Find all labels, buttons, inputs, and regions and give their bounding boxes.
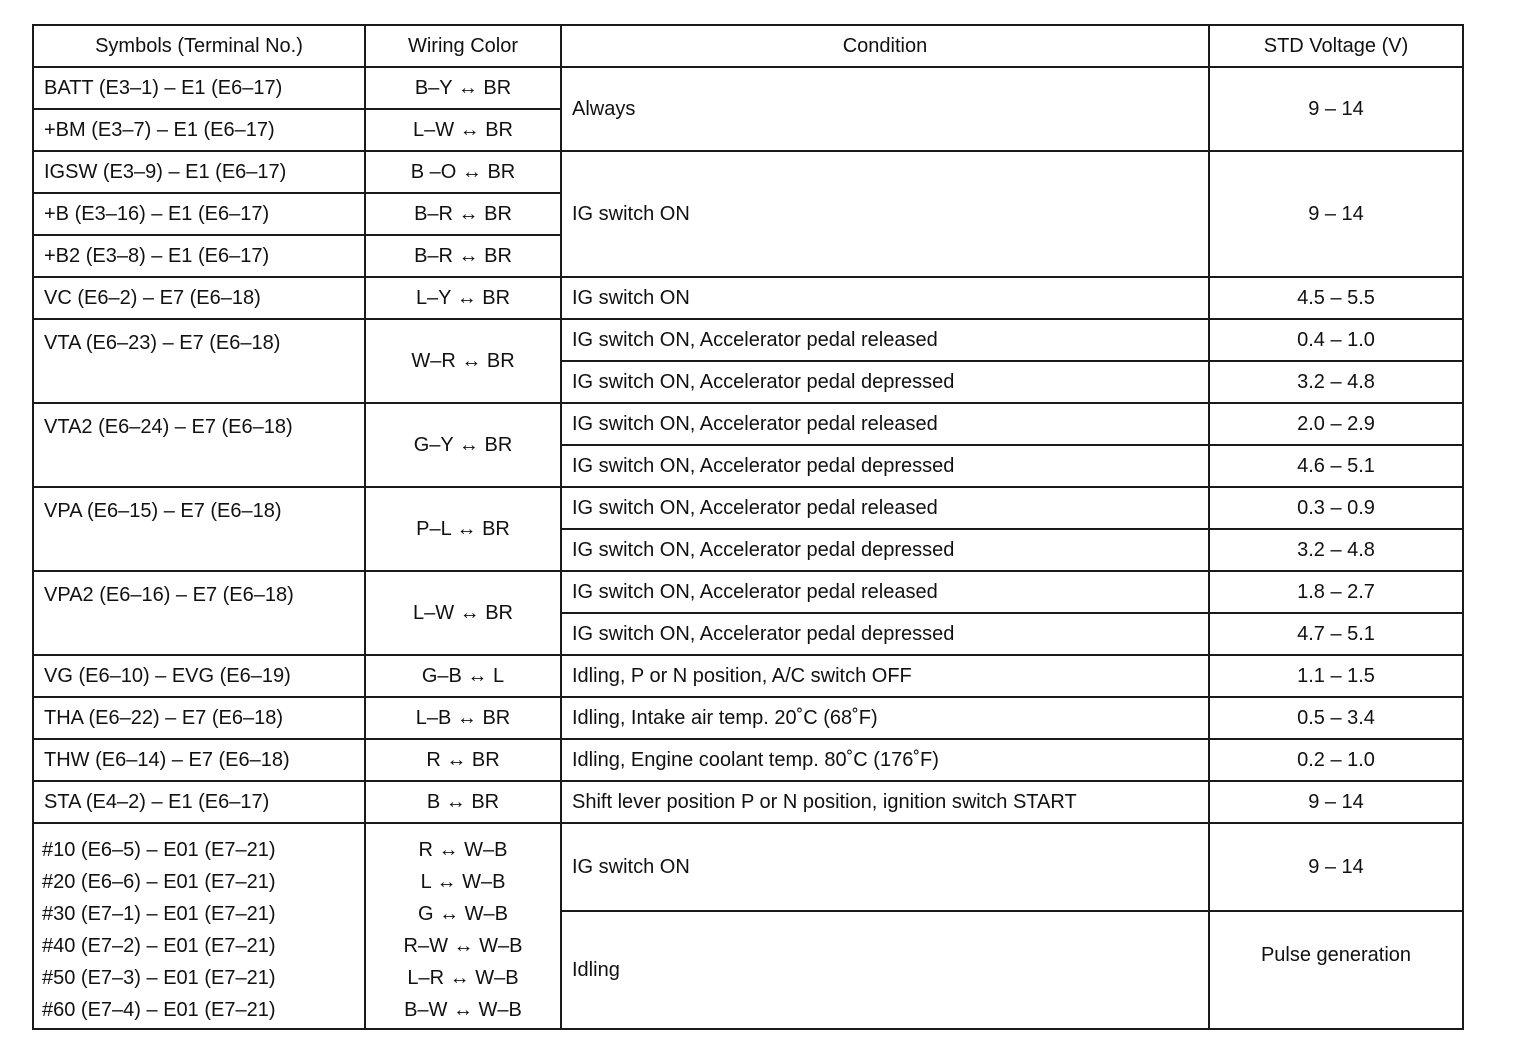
voltage-cell: Pulse generation [1209, 911, 1463, 1029]
condition-cell: Idling, Intake air temp. 20˚C (68˚F) [561, 697, 1209, 739]
wiring-cell: L–Y ↔ BR [365, 277, 561, 319]
wiring-cell: R ↔ BR [365, 739, 561, 781]
injector-wiring: R–W ↔ W–B [403, 935, 523, 957]
symbol-cell: +BM (E3–7) – E1 (E6–17) [33, 109, 365, 151]
symbol-cell: VG (E6–10) – EVG (E6–19) [33, 655, 365, 697]
voltage-cell: 9 – 14 [1209, 67, 1463, 151]
header-row [33, 25, 1463, 67]
symbol-cell: VPA (E6–15) – E7 (E6–18) [33, 487, 365, 571]
table-row [33, 277, 1463, 319]
condition-cell: Idling, Engine coolant temp. 80˚C (176˚F) [561, 739, 1209, 781]
voltage-cell: 3.2 – 4.8 [1209, 529, 1463, 571]
injector-symbol: #20 (E6–6) – E01 (E7–21) [42, 871, 276, 893]
wiring-cell: L–B ↔ BR [365, 697, 561, 739]
injector-wiring: L–R ↔ W–B [407, 967, 519, 989]
voltage-cell: 4.5 – 5.5 [1209, 277, 1463, 319]
condition-cell: Idling [561, 911, 1209, 1029]
symbol-cell: IGSW (E3–9) – E1 (E6–17) [33, 151, 365, 193]
condition-cell: IG switch ON, Accelerator pedal released [561, 487, 1209, 529]
injector-wiring: R ↔ W–B [418, 839, 508, 861]
condition-cell: IG switch ON [561, 151, 1209, 277]
table-row [33, 151, 1463, 193]
voltage-cell: 3.2 – 4.8 [1209, 361, 1463, 403]
condition-cell: IG switch ON, Accelerator pedal released [561, 571, 1209, 613]
voltage-cell: 2.0 – 2.9 [1209, 403, 1463, 445]
table-row [33, 655, 1463, 697]
header-symbols: Symbols (Terminal No.) [33, 25, 365, 67]
symbol-cell: +B (E3–16) – E1 (E6–17) [33, 193, 365, 235]
condition-cell: IG switch ON [561, 277, 1209, 319]
symbol-cell: +B2 (E3–8) – E1 (E6–17) [33, 235, 365, 277]
voltage-cell: 0.2 – 1.0 [1209, 739, 1463, 781]
injector-symbol: #10 (E6–5) – E01 (E7–21) [42, 839, 276, 861]
wiring-cell: W–R ↔ BR [365, 319, 561, 403]
wiring-cell: L–W ↔ BR [365, 571, 561, 655]
injector-wiring: G ↔ W–B [417, 903, 508, 925]
symbol-cell: STA (E4–2) – E1 (E6–17) [33, 781, 365, 823]
header-wiring-color: Wiring Color [365, 25, 561, 67]
table-row [33, 319, 1463, 361]
injector-wiring: L ↔ W–B [420, 871, 506, 893]
condition-cell: IG switch ON [561, 823, 1209, 911]
injector-symbols-cell [33, 823, 365, 1029]
table-row [33, 697, 1463, 739]
symbol-cell: VTA (E6–23) – E7 (E6–18) [33, 319, 365, 403]
header-condition: Condition [561, 25, 1209, 67]
wiring-cell: B–Y ↔ BR [365, 67, 561, 109]
condition-cell: IG switch ON, Accelerator pedal depressed [561, 361, 1209, 403]
symbol-cell: VC (E6–2) – E7 (E6–18) [33, 277, 365, 319]
condition-cell: IG switch ON, Accelerator pedal depressed [561, 529, 1209, 571]
condition-cell: IG switch ON, Accelerator pedal released [561, 403, 1209, 445]
wiring-cell: B–R ↔ BR [365, 193, 561, 235]
condition-cell: Always [561, 67, 1209, 151]
table-row [33, 781, 1463, 823]
wiring-cell: G–Y ↔ BR [365, 403, 561, 487]
symbol-cell: THA (E6–22) – E7 (E6–18) [33, 697, 365, 739]
wiring-cell: P–L ↔ BR [365, 487, 561, 571]
injector-symbol: #40 (E7–2) – E01 (E7–21) [42, 935, 276, 957]
terminal-voltage-table [32, 24, 1464, 1030]
voltage-cell: 4.6 – 5.1 [1209, 445, 1463, 487]
header-std-voltage: STD Voltage (V) [1209, 25, 1463, 67]
voltage-cell: 1.1 – 1.5 [1209, 655, 1463, 697]
wiring-cell: L–W ↔ BR [365, 109, 561, 151]
wiring-cell: B –O ↔ BR [365, 151, 561, 193]
injector-symbol: #50 (E7–3) – E01 (E7–21) [42, 967, 276, 989]
injector-symbol: #30 (E7–1) – E01 (E7–21) [42, 903, 276, 925]
table-row [33, 571, 1463, 613]
injector-wiring: B–W ↔ W–B [404, 999, 522, 1021]
voltage-cell: 9 – 14 [1209, 781, 1463, 823]
condition-cell: IG switch ON, Accelerator pedal depressed [561, 445, 1209, 487]
table-row [33, 739, 1463, 781]
condition-cell: Idling, P or N position, A/C switch OFF [561, 655, 1209, 697]
voltage-cell: 1.8 – 2.7 [1209, 571, 1463, 613]
voltage-cell: 9 – 14 [1209, 823, 1463, 911]
symbol-cell: VPA2 (E6–16) – E7 (E6–18) [33, 571, 365, 655]
table-row [33, 487, 1463, 529]
condition-cell: IG switch ON, Accelerator pedal released [561, 319, 1209, 361]
injector-wirings-cell [365, 823, 561, 1029]
wiring-cell: G–B ↔ L [365, 655, 561, 697]
wiring-cell: B ↔ BR [365, 781, 561, 823]
voltage-cell: 4.7 – 5.1 [1209, 613, 1463, 655]
table-row [33, 403, 1463, 445]
injector-symbol: #60 (E7–4) – E01 (E7–21) [42, 999, 276, 1021]
table-row [33, 67, 1463, 109]
voltage-cell: 0.3 – 0.9 [1209, 487, 1463, 529]
condition-cell: IG switch ON, Accelerator pedal depressed [561, 613, 1209, 655]
symbol-cell: VTA2 (E6–24) – E7 (E6–18) [33, 403, 365, 487]
symbol-cell: THW (E6–14) – E7 (E6–18) [33, 739, 365, 781]
table-row [33, 823, 1463, 911]
voltage-cell: 9 – 14 [1209, 151, 1463, 277]
symbol-cell: BATT (E3–1) – E1 (E6–17) [33, 67, 365, 109]
wiring-cell: B–R ↔ BR [365, 235, 561, 277]
condition-cell: Shift lever position P or N position, ignition switch START [561, 781, 1209, 823]
voltage-cell: 0.5 – 3.4 [1209, 697, 1463, 739]
voltage-cell: 0.4 – 1.0 [1209, 319, 1463, 361]
